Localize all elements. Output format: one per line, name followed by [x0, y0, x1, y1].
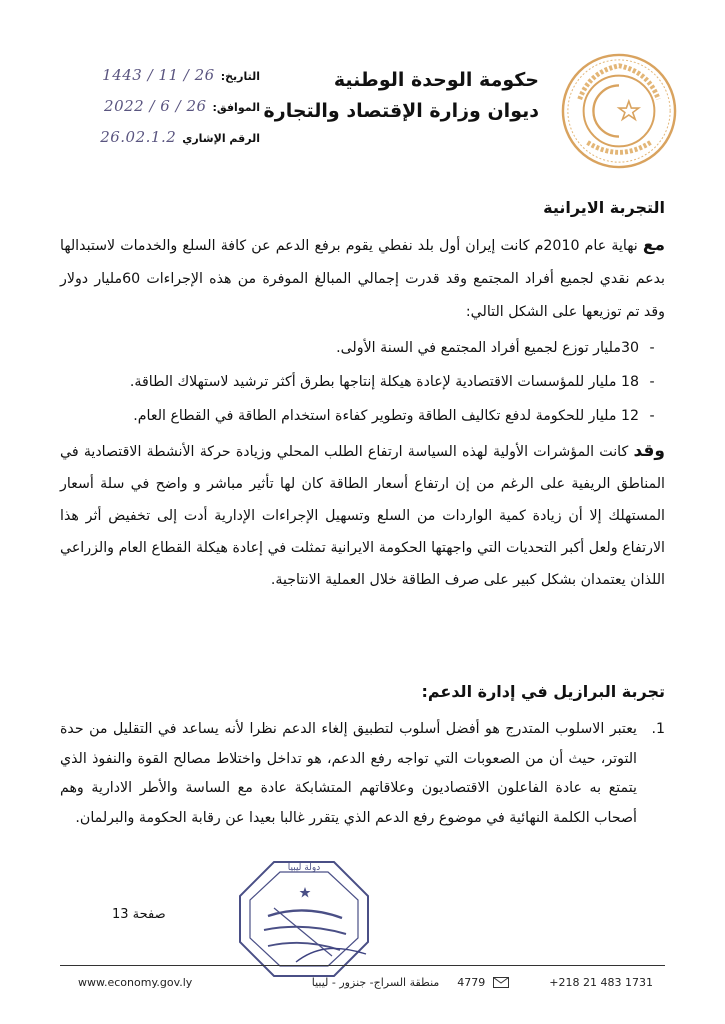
iran-section: [60, 198, 665, 596]
meta-row-gregorian-date: [60, 97, 260, 128]
list-item: [60, 715, 665, 833]
footer: [78, 976, 653, 989]
brazil-section: [60, 682, 665, 833]
paragraph-text: كانت المؤشرات الأولية لهذه السياسة ارتفاع الطلب المحلي وزيادة حركة الأنشطة الاقتصادية في المناطق الريفية على الرغم من إن ارتفاع أسعار الطاقة كان لها تأثير مباشر و واضح في سلة أسعار المستهلك إلا أن زيادة كمية الواردات من السلع وتسهيل الإجراءات الإدارية أدت إلى تخفيض أثر هذا الارتفاع ولعل أكبر التحديات التي واجهتها الحكومة الايرانية تمثلت في إعادة هيكلة القطاع العام والزراعي اللذان يعتمدان بشكل كبير على صرف الطاقة خلال العملية الانتاجية.: [60, 444, 665, 588]
iran-intro-paragraph: [60, 229, 665, 329]
ministry-name: ديوان وزارة الإقتصاد والتجارة: [263, 100, 539, 122]
list-item-text: يعتبر الاسلوب المتدرج هو أفضل أسلوب لتطبيق إلغاء الدعم نظرا لأنه يساعد في التقليل من حدة التوتر، حيث أن من الصعوبات التي تواجه رفع الدعم، هو تداخل واختلاط مصالح القوة والنفوذ الذي يتمتع به عادة الفاعلون الاقتصاديون وعلاقاتهم المتشابكة عادة مع الساسة والأطر الادارية وهم أصحاب الكلمة النهائية في موضوع رفع الدعم الذي يتقرر غالبا بعيدا عن رقابة الحكومة والبرلمان.: [60, 721, 637, 826]
envelope-icon: [493, 977, 509, 988]
document-meta: [60, 66, 260, 159]
page-number: صفحة 13: [112, 907, 166, 922]
footer-website: www.economy.gov.ly: [78, 976, 193, 989]
bullet-dash: -: [649, 374, 655, 390]
paragraph-lead-word: وقد: [633, 441, 665, 461]
government-seal-emblem: [560, 52, 678, 170]
list-item: [60, 333, 665, 363]
government-name: حكومة الوحدة الوطنية: [333, 69, 539, 91]
list-item-text: 18 مليار للمؤسسات الاقتصادية لإعادة هيكلة إنتاجها بطرق أكثر ترشيد لاستهلاك الطاقة.: [129, 374, 639, 390]
list-item: [60, 367, 665, 397]
iran-outcome-paragraph: [60, 435, 665, 596]
meta-row-hijri-date: [60, 66, 260, 97]
footer-address: منطقة السراج- جنزور - ليبيا: [311, 976, 440, 989]
footer-divider: [60, 965, 665, 966]
meta-label: التاريخ:: [220, 70, 260, 83]
stamp-top-text: دولة ليبيا: [287, 863, 321, 873]
government-titles: [239, 66, 539, 126]
official-stamp: [234, 856, 374, 981]
list-item-number: 1.: [651, 721, 665, 737]
footer-phone: +218 21 483 1731: [549, 976, 653, 989]
paragraph-lead-word: مع: [642, 235, 665, 255]
list-item: [60, 401, 665, 431]
bullet-dash: -: [649, 340, 655, 356]
meta-row-reference-number: [60, 128, 260, 159]
bullet-dash: -: [649, 408, 655, 424]
meta-value-handwritten: 26.02.1.2: [100, 128, 177, 146]
meta-value-handwritten: 1443 / 11 / 26: [102, 66, 215, 84]
iran-bullet-list: [60, 333, 665, 431]
meta-value-handwritten: 2022 / 6 / 26: [104, 97, 207, 115]
footer-po-box: 4779: [457, 976, 486, 989]
section-title-brazil: تجربة البرازيل في إدارة الدعم:: [421, 682, 665, 701]
list-item-text: 30مليار توزع لجميع أفراد المجتمع في السنة الأولى.: [336, 340, 639, 356]
meta-label: الرقم الإشاري: [182, 132, 260, 145]
section-title-iran: التجربة الايرانية: [543, 198, 665, 217]
paragraph-text: نهاية عام 2010م كانت إيران أول بلد نفطي يقوم برفع الدعم عن كافة السلع والخدمات لاستبدالها بدعم نقدي لجميع أفراد المجتمع وقد قدرت إجمالي المبالغ الموفرة من هذه الإجراءات 60مليار دولار وقد تم توزيعها على الشكل التالي:: [60, 238, 665, 320]
meta-label: الموافق:: [212, 101, 260, 114]
list-item-text: 12 مليار للحكومة لدفع تكاليف الطاقة وتطوير كفاءة استخدام الطاقة في القطاع العام.: [133, 408, 639, 424]
